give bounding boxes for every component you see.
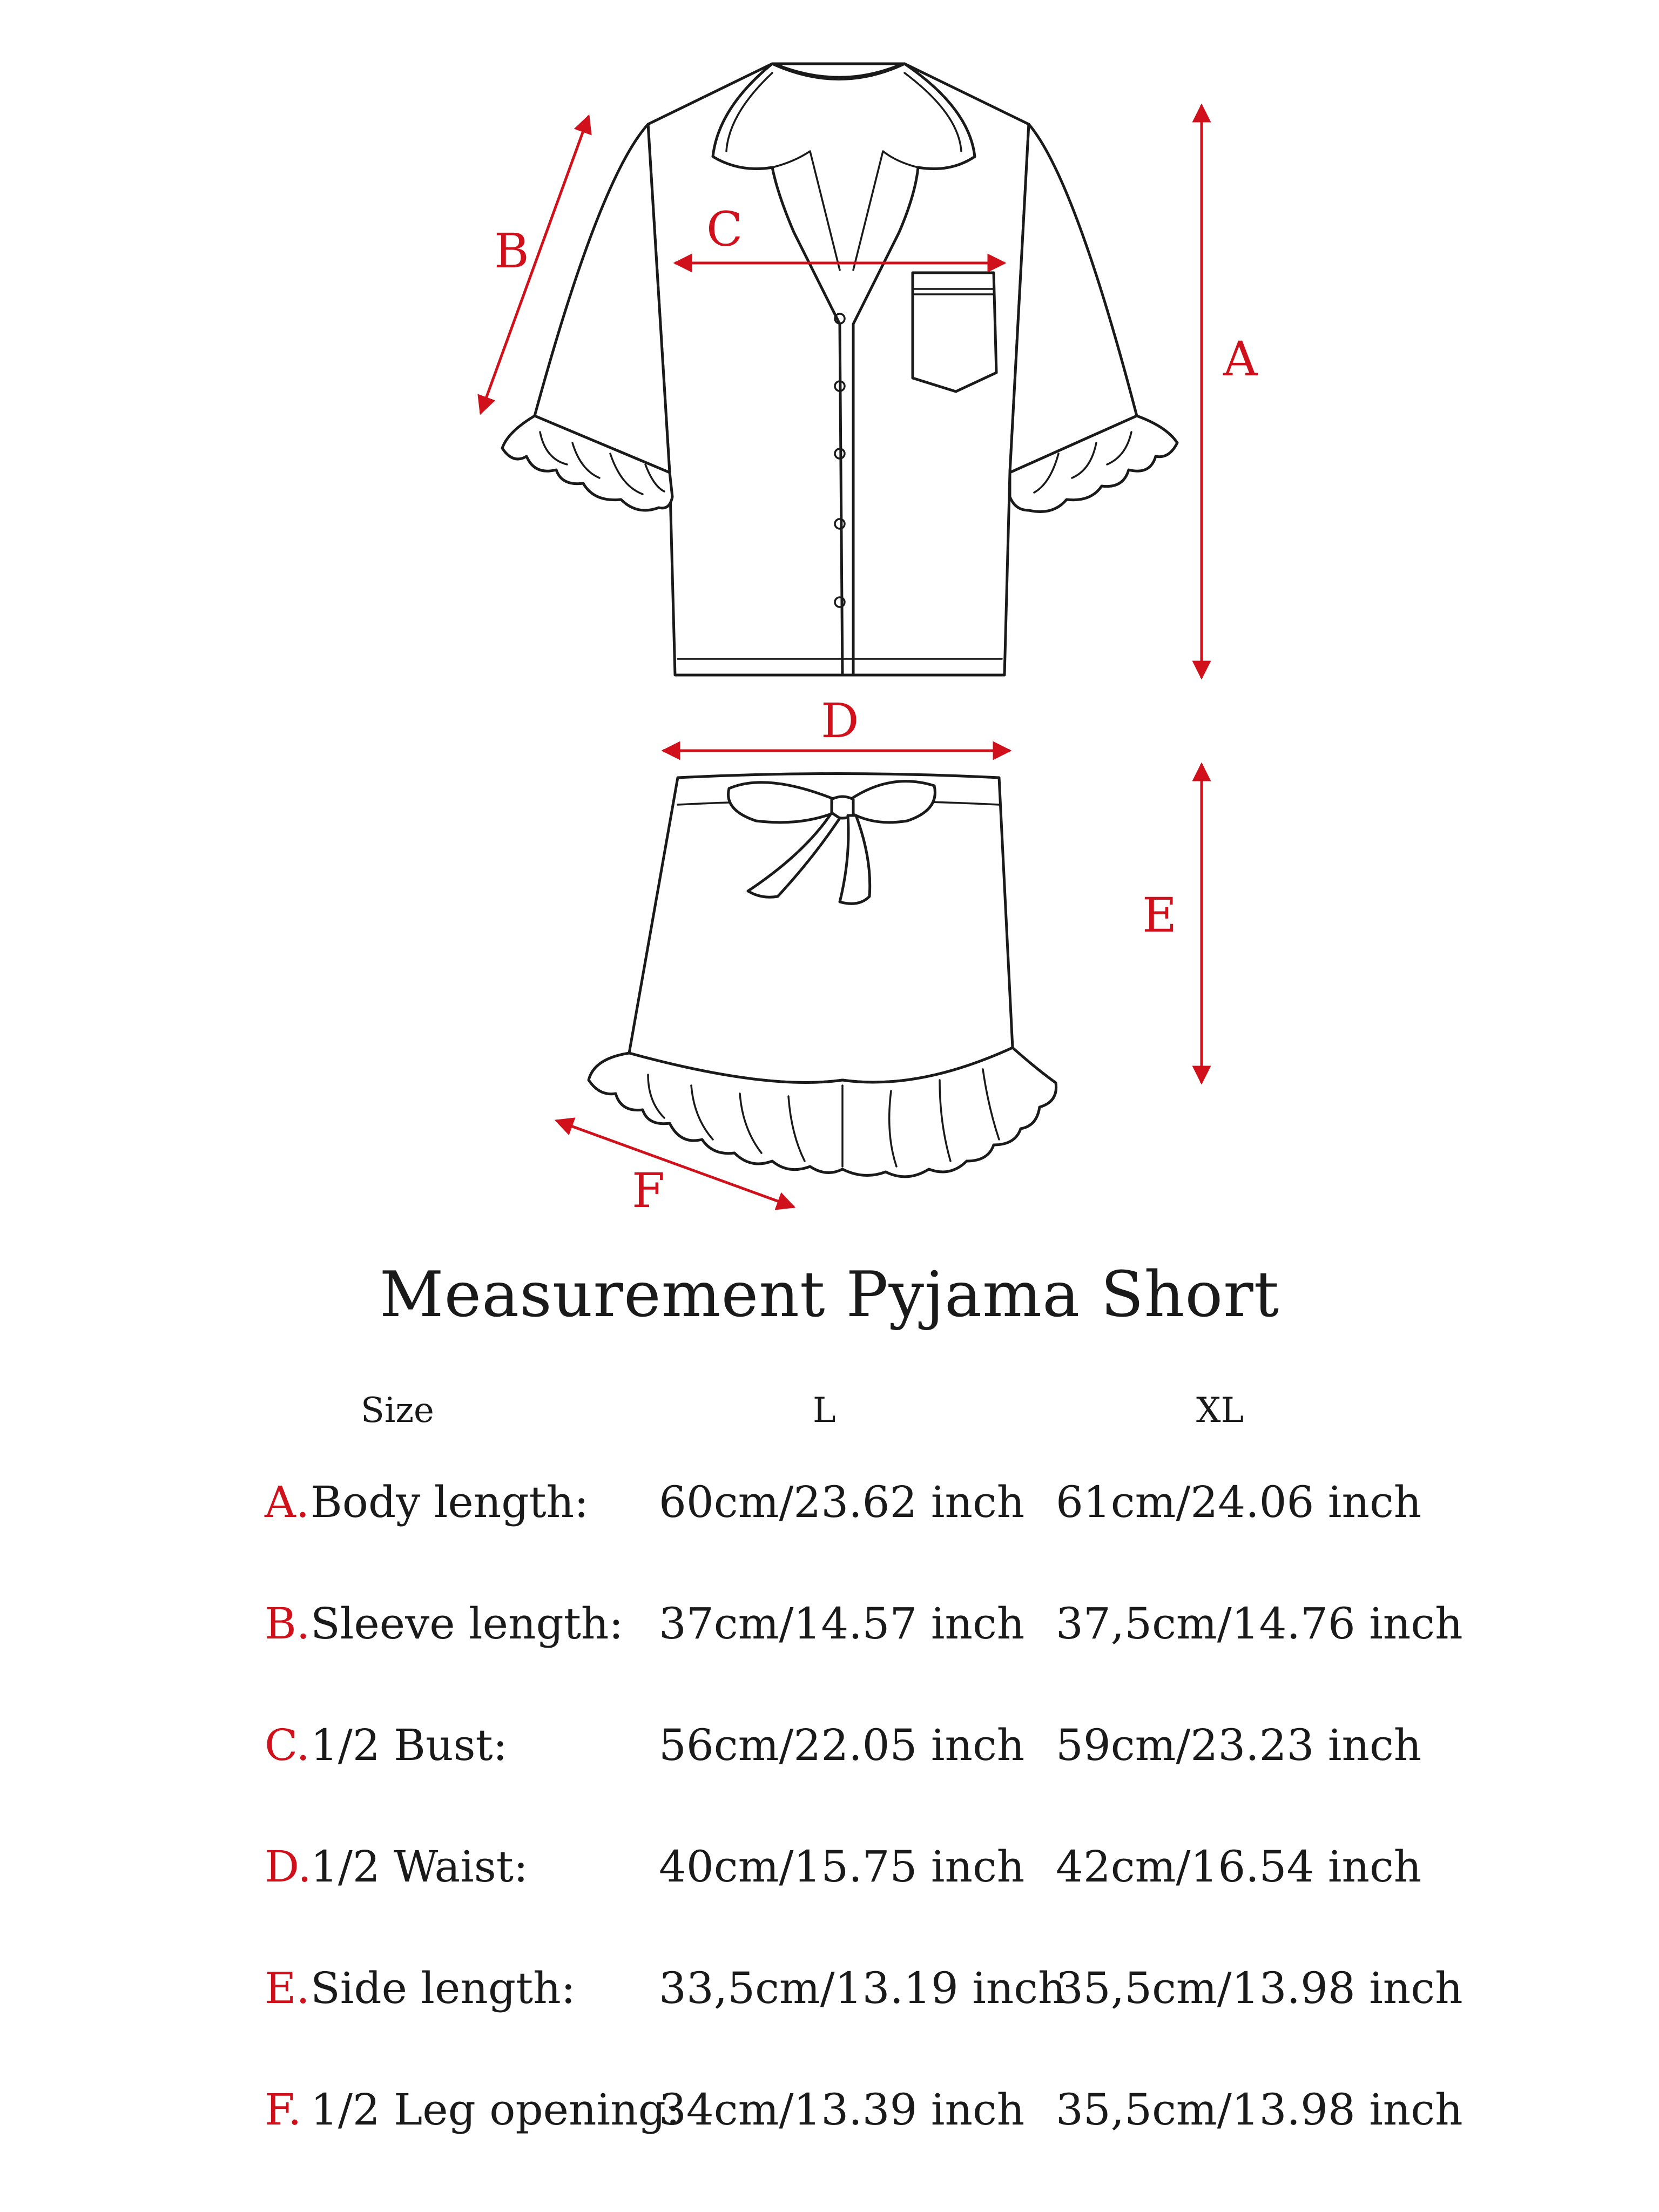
- row-label: Side length:: [311, 1963, 576, 2013]
- row-value-l: 60cm/23.62 inch: [659, 1477, 1025, 1527]
- row-letter: C.: [265, 1720, 310, 1770]
- header-l: L: [813, 1391, 836, 1431]
- shorts-sketch: [589, 774, 1056, 1177]
- row-value-xl: 61cm/24.06 inch: [1056, 1477, 1422, 1527]
- table-row-half-leg-opening: [0, 2085, 1659, 2149]
- svg-text:E: E: [1142, 887, 1177, 943]
- arrow-a: [1202, 105, 1258, 678]
- row-value-xl: 35,5cm/13.98 inch: [1056, 2085, 1463, 2135]
- row-letter: A.: [265, 1477, 310, 1527]
- page-title: Measurement Pyjama Short: [379, 1258, 1280, 1331]
- row-value-xl: 42cm/16.54 inch: [1056, 1842, 1422, 1892]
- row-label: 1/2 Waist:: [311, 1842, 528, 1892]
- row-value-l: 56cm/22.05 inch: [659, 1720, 1025, 1770]
- header-size: Size: [361, 1391, 434, 1431]
- row-letter: B.: [265, 1599, 311, 1649]
- row-value-l: 33,5cm/13.19 inch: [659, 1963, 1066, 2013]
- table-row-half-waist: [0, 1842, 1659, 1906]
- row-value-l: 40cm/15.75 inch: [659, 1842, 1025, 1892]
- table-row-half-bust: [0, 1720, 1659, 1785]
- svg-text:D: D: [821, 693, 859, 748]
- table-row-side-length: [0, 1963, 1659, 2028]
- table-row-sleeve-length: [0, 1599, 1659, 1663]
- shirt-sketch: [502, 64, 1177, 675]
- svg-text:C: C: [706, 201, 743, 257]
- row-value-l: 37cm/14.57 inch: [659, 1599, 1025, 1649]
- table-row-body-length: [0, 1477, 1659, 1542]
- row-label: Sleeve length:: [311, 1599, 624, 1649]
- row-label: Body length:: [311, 1477, 589, 1527]
- row-value-xl: 35,5cm/13.98 inch: [1056, 1963, 1463, 2013]
- svg-text:F: F: [632, 1163, 665, 1218]
- svg-text:A: A: [1223, 331, 1258, 387]
- row-letter: F.: [265, 2085, 302, 2135]
- svg-text:B: B: [494, 223, 529, 279]
- row-label: 1/2 Leg opening:: [311, 2085, 680, 2135]
- header-xl: XL: [1196, 1391, 1244, 1431]
- arrow-e: [1142, 764, 1202, 1083]
- arrow-d: [663, 693, 1010, 751]
- row-letter: D.: [265, 1842, 312, 1892]
- row-label: 1/2 Bust:: [311, 1720, 508, 1770]
- row-letter: E.: [265, 1963, 310, 2013]
- row-value-xl: 37,5cm/14.76 inch: [1056, 1599, 1463, 1649]
- row-value-l: 34cm/13.39 inch: [659, 2085, 1025, 2135]
- row-value-xl: 59cm/23.23 inch: [1056, 1720, 1422, 1770]
